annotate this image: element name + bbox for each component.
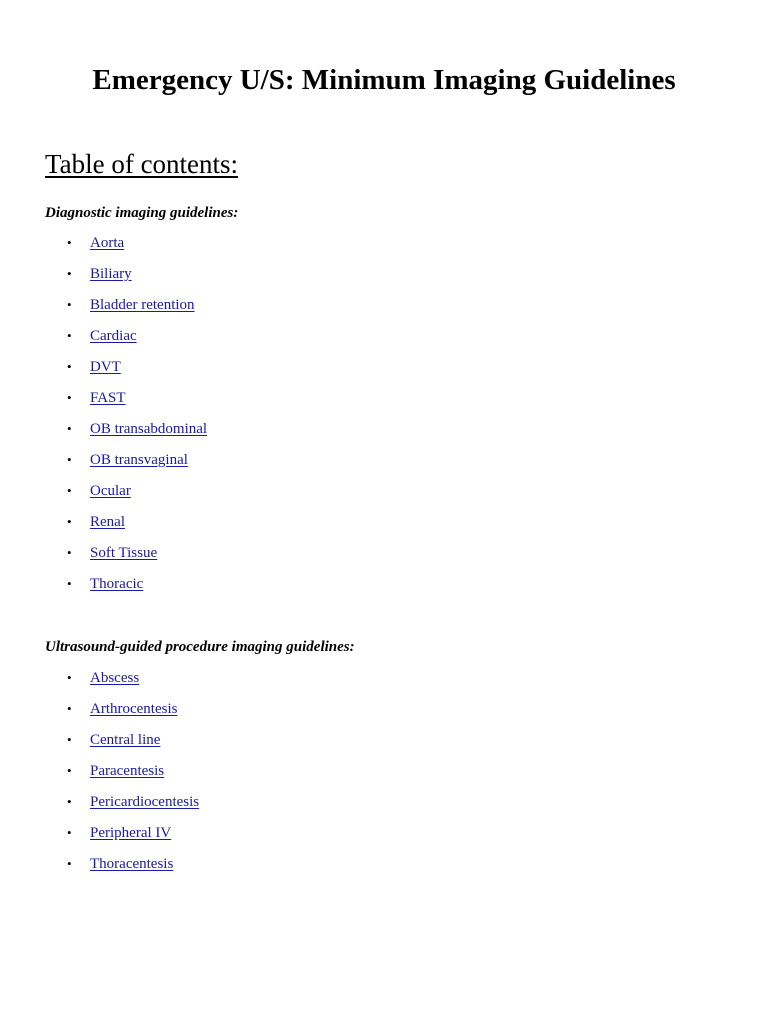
- bullet-icon: •: [67, 701, 72, 716]
- link-central-line[interactable]: Central line: [90, 732, 161, 748]
- link-paracentesis[interactable]: Paracentesis: [90, 763, 165, 779]
- bullet-icon: •: [67, 732, 72, 747]
- bullet-icon: •: [67, 514, 72, 529]
- link-ocular[interactable]: Ocular: [90, 483, 131, 499]
- bullet-icon: •: [67, 297, 72, 312]
- bullet-icon: •: [67, 421, 72, 436]
- page-title: Emergency U/S: Minimum Imaging Guidelines: [92, 64, 676, 96]
- link-abscess[interactable]: Abscess: [90, 670, 140, 686]
- bullet-icon: •: [67, 235, 72, 250]
- link-arthrocentesis[interactable]: Arthrocentesis: [90, 701, 178, 717]
- bullet-icon: •: [67, 794, 72, 809]
- bullet-icon: •: [67, 390, 72, 405]
- bullet-icon: •: [67, 483, 72, 498]
- link-soft-tissue[interactable]: Soft Tissue: [90, 545, 158, 561]
- link-ob-transvaginal[interactable]: OB transvaginal: [90, 452, 188, 468]
- bullet-icon: •: [67, 670, 72, 685]
- bullet-icon: •: [67, 763, 72, 778]
- link-cardiac[interactable]: Cardiac: [90, 328, 137, 344]
- link-biliary[interactable]: Biliary: [90, 266, 132, 282]
- link-pericardiocentesis[interactable]: Pericardiocentesis: [90, 794, 200, 810]
- bullet-icon: •: [67, 545, 72, 560]
- link-renal[interactable]: Renal: [90, 514, 125, 530]
- bullet-icon: •: [67, 576, 72, 591]
- toc-heading: Table of contents:: [45, 149, 239, 179]
- bullet-icon: •: [67, 328, 72, 343]
- bullet-icon: •: [67, 359, 72, 374]
- bullet-icon: •: [67, 452, 72, 467]
- link-thoracentesis[interactable]: Thoracentesis: [90, 856, 174, 872]
- link-thoracic[interactable]: Thoracic: [90, 576, 144, 592]
- link-peripheral-iv[interactable]: Peripheral IV: [90, 825, 172, 841]
- bullet-icon: •: [67, 266, 72, 281]
- link-ob-transabdominal[interactable]: OB transabdominal: [90, 421, 208, 437]
- bullet-icon: •: [67, 856, 72, 871]
- link-aorta[interactable]: Aorta: [90, 235, 125, 251]
- link-fast[interactable]: FAST: [90, 390, 126, 406]
- link-bladder-retention[interactable]: Bladder retention: [90, 297, 195, 313]
- bullet-icon: •: [67, 825, 72, 840]
- section-heading-diagnostic: Diagnostic imaging guidelines:: [45, 205, 239, 221]
- link-dvt[interactable]: DVT: [90, 359, 121, 375]
- section-heading-procedures: Ultrasound-guided procedure imaging guidelines:: [45, 639, 355, 655]
